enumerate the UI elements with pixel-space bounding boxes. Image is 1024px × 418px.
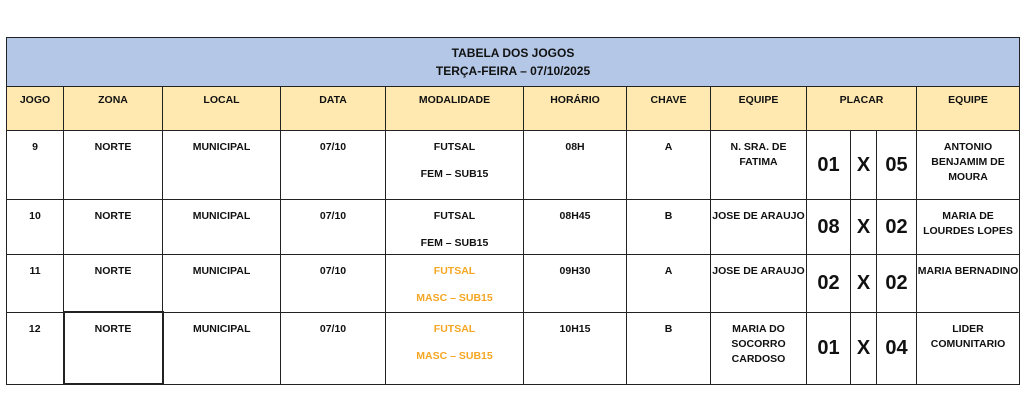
cell-chave: B (627, 312, 711, 384)
header-horario: HORÁRIO (524, 87, 627, 131)
cell-equipe-1: JOSE DE ARAUJO (711, 200, 807, 255)
header-placar: PLACAR (807, 87, 917, 131)
score-away: 02 (877, 255, 917, 313)
score-home: 01 (807, 312, 851, 384)
score-away: 02 (877, 200, 917, 255)
cell-horario: 09H30 (524, 255, 627, 313)
cell-zona: NORTE (64, 312, 163, 384)
header-local: LOCAL (163, 87, 281, 131)
cell-local: MUNICIPAL (163, 312, 281, 384)
cell-modalidade: FUTSAL MASC – SUB15 (386, 255, 524, 313)
score-separator: X (851, 200, 877, 255)
cell-equipe-2: MARIA DE LOURDES LOPES (917, 200, 1020, 255)
cell-equipe-2: MARIA BERNADINO (917, 255, 1020, 313)
cell-equipe-2: LIDER COMUNITARIO (917, 312, 1020, 384)
cell-zona: NORTE (64, 200, 163, 255)
cell-data: 07/10 (281, 131, 386, 200)
cell-horario: 08H45 (524, 200, 627, 255)
header-chave: CHAVE (627, 87, 711, 131)
header-equipe-2: EQUIPE (917, 87, 1020, 131)
cell-local: MUNICIPAL (163, 200, 281, 255)
header-jogo: JOGO (7, 87, 64, 131)
cell-equipe-2: ANTONIO BENJAMIM DE MOURA (917, 131, 1020, 200)
cell-chave: B (627, 200, 711, 255)
header-modalidade: MODALIDADE (386, 87, 524, 131)
score-home: 02 (807, 255, 851, 313)
table-row (7, 312, 1020, 384)
score-separator: X (851, 131, 877, 200)
cell-jogo: 10 (7, 200, 64, 255)
cell-equipe-1: JOSE DE ARAUJO (711, 255, 807, 313)
score-separator: X (851, 255, 877, 313)
cell-jogo: 12 (7, 312, 64, 384)
cell-local: MUNICIPAL (163, 255, 281, 313)
cell-equipe-1: N. SRA. DE FATIMA (711, 131, 807, 200)
cell-zona: NORTE (64, 255, 163, 313)
title-line-2: TERÇA-FEIRA – 07/10/2025 (435, 64, 591, 78)
cell-data: 07/10 (281, 255, 386, 313)
games-table (6, 37, 1020, 385)
cell-horario: 08H (524, 131, 627, 200)
cell-horario: 10H15 (524, 312, 627, 384)
cell-chave: A (627, 131, 711, 200)
cell-equipe-1: MARIA DO SOCORRO CARDOSO (711, 312, 807, 384)
header-zona: ZONA (64, 87, 163, 131)
score-separator: X (851, 312, 877, 384)
cell-modalidade: FUTSAL MASC – SUB15 (386, 312, 524, 384)
header-equipe-1: EQUIPE (711, 87, 807, 131)
cell-chave: A (627, 255, 711, 313)
cell-local: MUNICIPAL (163, 131, 281, 200)
table-row (7, 255, 1020, 313)
cell-modalidade: FUTSAL FEM – SUB15 (386, 200, 524, 255)
score-away: 05 (877, 131, 917, 200)
cell-jogo: 9 (7, 131, 64, 200)
cell-data: 07/10 (281, 312, 386, 384)
title-row (7, 38, 1020, 87)
score-away: 04 (877, 312, 917, 384)
header-row (7, 87, 1020, 131)
table-row (7, 200, 1020, 255)
cell-modalidade: FUTSAL FEM – SUB15 (386, 131, 524, 200)
score-home: 08 (807, 200, 851, 255)
title-line-1: TABELA DOS JOGOS (451, 46, 575, 60)
cell-jogo: 11 (7, 255, 64, 313)
games-table-container (6, 37, 1019, 385)
table-title (7, 38, 1020, 87)
table-row (7, 131, 1020, 200)
cell-data: 07/10 (281, 200, 386, 255)
score-home: 01 (807, 131, 851, 200)
cell-zona: NORTE (64, 131, 163, 200)
header-data: DATA (281, 87, 386, 131)
